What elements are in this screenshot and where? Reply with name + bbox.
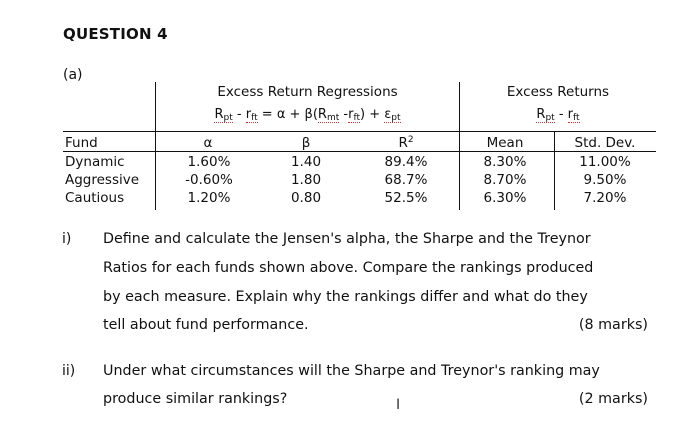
table-row-r2: 89.4% xyxy=(384,154,428,170)
table-row-fund: Dynamic xyxy=(65,154,125,170)
col-header-r2: $R^2$ xyxy=(398,135,414,151)
table-row-alpha: 1.60% xyxy=(187,154,231,170)
question-text-line: Define and calculate the Jensen's alpha, the Sharpe and the Treynor xyxy=(103,231,591,247)
question-text-line: tell about fund performance. xyxy=(103,317,309,333)
table-row-fund: Cautious xyxy=(65,190,125,206)
col-header-mean: Mean xyxy=(486,135,524,151)
question-text-line: produce similar rankings? xyxy=(103,391,288,407)
table-row-alpha: 1.20% xyxy=(187,190,231,206)
col-header-alpha: α xyxy=(203,135,213,151)
group-title-regressions: Excess Return Regressions xyxy=(217,84,398,100)
question-number: i) xyxy=(62,231,72,247)
col-header-fund: Fund xyxy=(65,135,98,151)
part-label: (a) xyxy=(63,67,83,83)
question-text-line: Ratios for each funds shown above. Compare the rankings produced xyxy=(103,260,594,276)
table-row-std-dev: 9.50% xyxy=(583,172,627,188)
regression-formula: $R_{pt} - r_{ft} = \alpha + \beta(R_{mt}$ $-r_{ft}) + \varepsilon_{pt}$ xyxy=(214,107,401,123)
table-row-alpha: -0.60% xyxy=(185,172,233,188)
table-row-mean: 8.30% xyxy=(483,154,527,170)
table-header-rule xyxy=(63,131,656,132)
excess-return-formula: $R_{pt} - r_{ft}$ xyxy=(536,107,580,123)
table-divider-groups xyxy=(459,82,460,210)
table-columns-rule xyxy=(63,151,656,152)
table-divider-fund xyxy=(155,82,156,210)
table-row-fund: Aggressive xyxy=(65,172,140,188)
table-row-r2: 52.5% xyxy=(384,190,428,206)
question-text-line: Under what circumstances will the Sharpe and Treynor's ranking may xyxy=(103,363,600,379)
question-marks: (8 marks) xyxy=(578,317,648,333)
question-text-line: by each measure. Explain why the rankings differ and what do they xyxy=(103,289,588,305)
table-row-beta: 1.80 xyxy=(290,172,322,188)
text-cursor-icon: I xyxy=(396,397,401,413)
table-divider-stats xyxy=(554,131,555,210)
table-row-std-dev: 7.20% xyxy=(583,190,627,206)
table-row-mean: 6.30% xyxy=(483,190,527,206)
question-marks: (2 marks) xyxy=(578,391,648,407)
col-header-std-dev: Std. Dev. xyxy=(574,135,636,151)
group-title-excess-returns: Excess Returns xyxy=(506,84,610,100)
question-number: ii) xyxy=(62,363,76,379)
question-title: QUESTION 4 xyxy=(63,25,168,43)
table-row-mean: 8.70% xyxy=(483,172,527,188)
table-row-beta: 1.40 xyxy=(290,154,322,170)
table-row-std-dev: 11.00% xyxy=(579,154,631,170)
col-header-beta: β xyxy=(301,135,311,151)
table-row-r2: 68.7% xyxy=(384,172,428,188)
table-row-beta: 0.80 xyxy=(290,190,322,206)
